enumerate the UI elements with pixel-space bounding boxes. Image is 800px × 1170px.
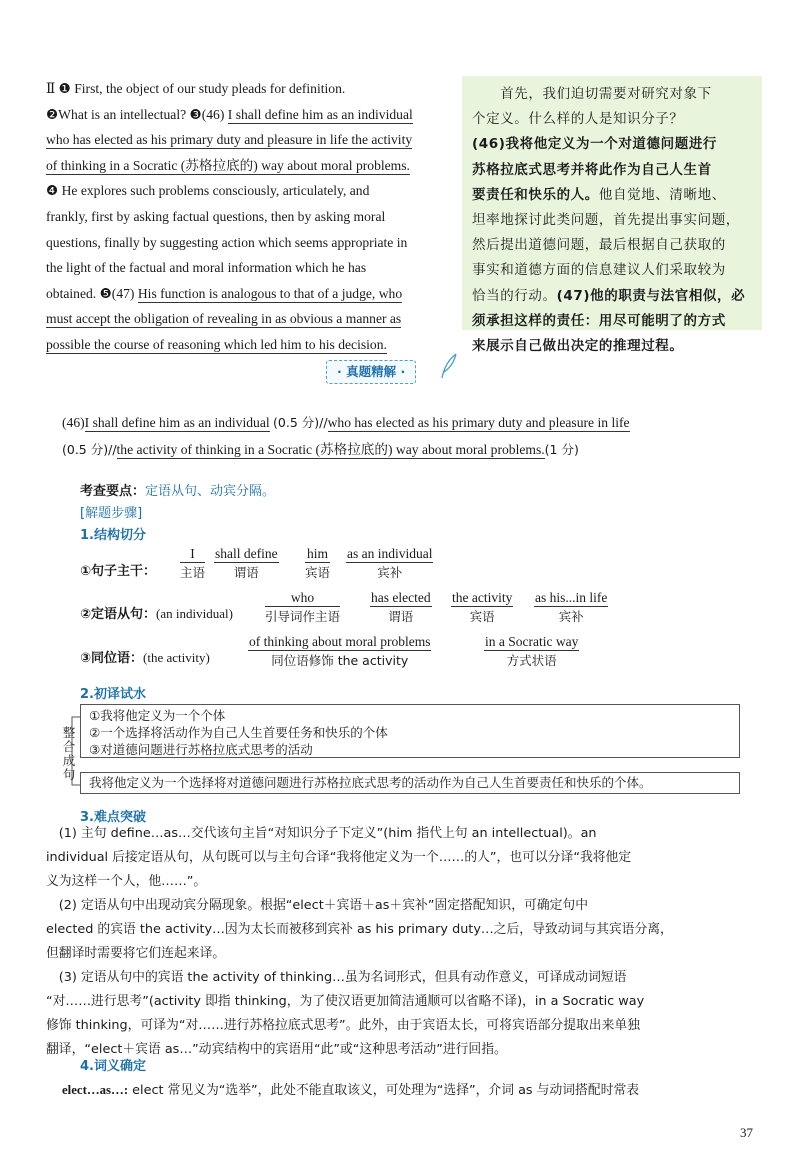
paragraph-line: “对……进行思考”(activity 即指 thinking，为了使汉语更加简洁通顺可以省略不译)，in a Socratic way [46,994,645,1009]
passage-line: obtained. ❺(47) His function is analogous to that of a judge, who [46,285,403,301]
passage-line: ❹ He explores such problems consciously, articulately, and [46,183,370,199]
translation-line: 个定义。什么样的人是知识分子？ [472,111,684,128]
page-number: 37 [740,1125,753,1140]
steps-label: [解题步骤] [80,506,143,521]
paragraph-line: individual 后接定语从句，从句既可以与主句合译“我将他定义为一个……的人”，也可以分译“我将他定 [46,850,632,865]
translation-line: 坦率地探讨此类问题，首先提出事实问题， [472,211,740,228]
row1-object: him 宾语 [305,546,331,580]
answer-block: (46)I shall define him as an individual (0.5 分)//who has elected as his primary duty and pleasure in life (0.5 分)//the activity of thinking in a Socratic (苏格拉底的) way about moral problems.(1 分) [62,415,630,457]
translation-line: (46)我将他定义为一个对道德问题进行 [472,136,718,153]
paragraph-line: (1) 主句 define…as…交代该句主旨“对知识分子下定义”(him 指代上句 an intellectual)。an [46,826,597,841]
row3-adverbial: in a Socratic way 方式状语 [485,634,579,668]
row2-label: ②定语从句：(an individual) [80,606,233,622]
row2-complement: as his...in life 宾补 [535,590,608,624]
passage-line: ❷What is an intellectual? ❸(46) I shall define him as an individual [46,106,413,122]
passage-line: Ⅱ ❶ First, the object of our study pleads for definition. [46,81,346,96]
passage-line: must accept the obligation of revealing in as obvious a manner as [46,311,402,327]
paragraph-line: 修饰 thinking，可译为“对……进行苏格拉底式思考”。此外，由于宾语太长，可将宾语部分提取出来单独 [46,1018,640,1033]
row2-object: the activity 宾语 [452,590,513,624]
passage-line: who has elected as his primary duty and pleasure in life the activity [46,132,413,148]
passage-line: of thinking in a Socratic (苏格拉底的) way about moral problems. [46,157,410,173]
translation-line: 须承担这样的责任：用尽可能明了的方式 [472,312,726,329]
translation-line: 要责任和快乐的人。他自觉地、清晰地、 [472,186,726,203]
row1-label: ①句子主干： [80,564,157,579]
final-translation-box: 我将他定义为一个选择将对道德问题进行苏格拉底式思考的活动作为自己人生首要责任和快乐的个体。 [80,772,740,794]
row2-relative: who 引导词作主语 [265,590,341,624]
paragraph-line: 义为这样一个人，他……”。 [46,874,207,889]
quill-icon [438,352,460,380]
translation-text [472,82,754,359]
paragraph-line: 翻译，“elect＋宾语 as…”动宾结构中的宾语用“此”或“这种思考活动”进行回指。 [46,1042,507,1057]
answer-segment-2: who has elected as his primary duty and pleasure in life [327,415,630,430]
step-2-heading: 2.初译试水 [80,687,146,702]
row1-complement: as an individual 宾补 [347,546,433,580]
step-1-heading: 1.结构切分 [80,528,146,543]
row1-subject: I 主语 [180,546,206,580]
english-passage [46,76,452,358]
translation-line: 恰当的行动。(47)他的职责与法官相似，必 [472,287,746,304]
translation-line: 事实和道德方面的信息建议人们采取较为 [472,262,726,279]
trial-translation-box: ①我将他定义为一个个体 ②一个选择将活动作为自己人生首要任务和快乐的个体 ③对道德问题进行苏格拉底式思考的活动 [80,704,740,758]
answer-segment-1: I shall define him as an individual [84,415,270,430]
row2-predicate: has elected 谓语 [371,590,431,624]
paragraph-line: (3) 定语从句中的宾语 the activity of thinking…虽为名词形式，但具有动作意义，可译成动词短语 [46,970,627,985]
translation-line: 然后提出道德问题，最后根据自己获取的 [472,237,726,254]
passage-line: questions, finally by suggesting action which seems appropriate in [46,234,408,250]
key-points: 考查要点：定语从句、动宾分隔。 [80,484,276,499]
answer-segment-3: the activity of thinking in a Socratic (苏格拉底的) way about moral problems. [116,442,545,457]
difficulty-paragraphs [46,822,746,1062]
paragraph-line: elected 的宾语 the activity…因为太长而被移到宾补 as his primary duty…之后，导致动词与其宾语分离， [46,922,673,937]
side-label: 整合成句 [62,725,76,782]
translation-line: 苏格拉底式思考并将此作为自己人生首 [472,161,712,178]
section-banner: · 真题精解 · [326,360,416,384]
paragraph-line: (2) 定语从句中出现动宾分隔现象。根据“elect＋宾语＋as＋宾补”固定搭配知识，可确定句中 [46,898,589,913]
step-4-heading: 4.词义确定 [80,1059,146,1074]
translation-box [462,76,762,354]
passage-line: the light of the factual and moral information which he has [46,260,367,276]
row1-predicate: shall define 谓语 [215,546,278,580]
step-3-heading: 3.难点突破 [80,810,146,825]
row3-appositive: of thinking about moral problems 同位语修饰 the activity [249,634,431,668]
translation-line: 来展示自己做出决定的推理过程。 [472,337,684,354]
word-meaning-line: elect…as…: elect 常见义为“选举”，此处不能直取该义，可处理为“选择”，介词 as 与动词搭配时常表 [62,1083,640,1098]
translation-line: 首先，我们迫切需要对研究对象下 [472,86,712,102]
row3-label: ③同位语：(the activity) [80,650,210,666]
passage-line: frankly, first by asking factual questions, then by asking moral [46,208,386,224]
passage-line: possible the course of reasoning which led him to his decision. [46,336,387,352]
paragraph-line: 但翻译时需要将它们连起来译。 [46,946,226,961]
